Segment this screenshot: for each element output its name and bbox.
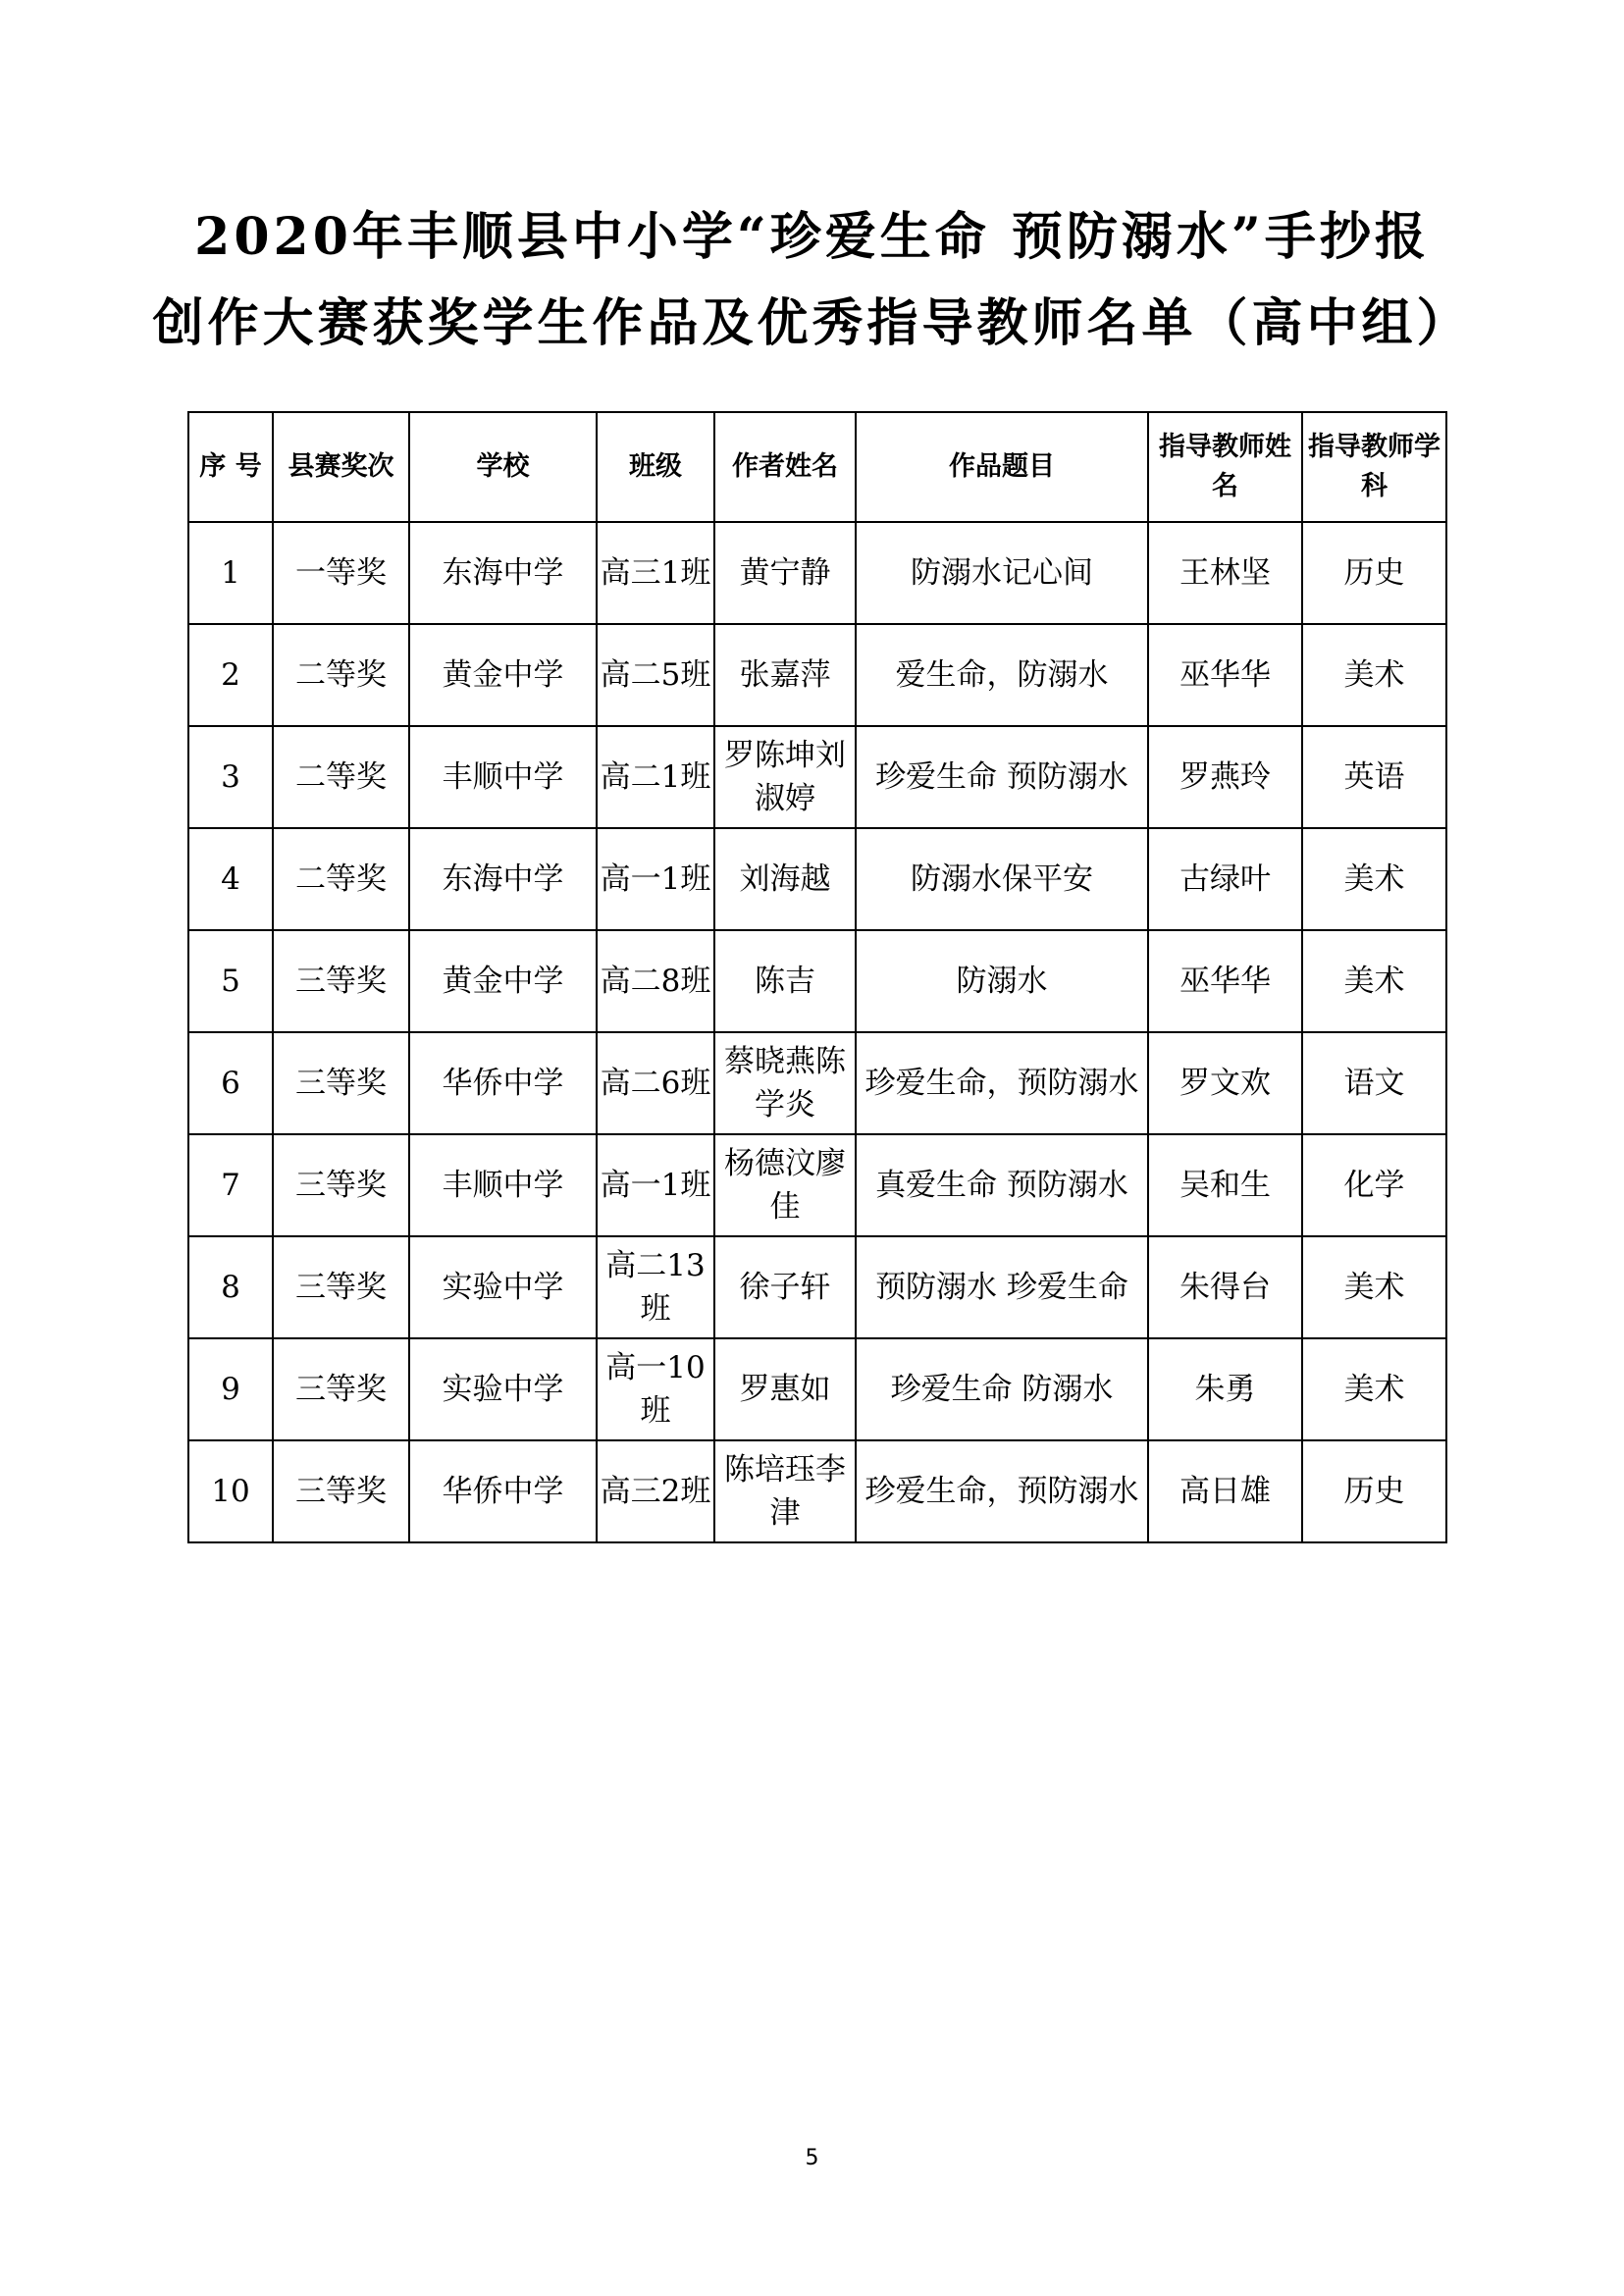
cell-school: 东海中学 bbox=[409, 522, 597, 624]
cell-author: 罗惠如 bbox=[714, 1338, 856, 1440]
cell-teacher: 朱勇 bbox=[1148, 1338, 1302, 1440]
cell-class: 高二5班 bbox=[597, 624, 714, 726]
cell-author: 蔡晓燕陈学炎 bbox=[714, 1032, 856, 1134]
cell-no: 6 bbox=[188, 1032, 273, 1134]
cell-work: 防溺水记心间 bbox=[856, 522, 1148, 624]
cell-teacher: 巫华华 bbox=[1148, 624, 1302, 726]
cell-subject: 美术 bbox=[1302, 1236, 1446, 1338]
cell-teacher: 王林坚 bbox=[1148, 522, 1302, 624]
cell-subject: 语文 bbox=[1302, 1032, 1446, 1134]
cell-author: 杨德汶廖佳 bbox=[714, 1134, 856, 1236]
cell-subject: 英语 bbox=[1302, 726, 1446, 828]
cell-class: 高一10班 bbox=[597, 1338, 714, 1440]
cell-author: 张嘉萍 bbox=[714, 624, 856, 726]
cell-class: 高一1班 bbox=[597, 828, 714, 930]
award-table bbox=[187, 411, 1447, 1543]
cell-work: 防溺水保平安 bbox=[856, 828, 1148, 930]
cell-award: 一等奖 bbox=[273, 522, 409, 624]
cell-school: 实验中学 bbox=[409, 1236, 597, 1338]
cell-school: 黄金中学 bbox=[409, 930, 597, 1032]
cell-class: 高三1班 bbox=[597, 522, 714, 624]
header-cell-class: 班级 bbox=[597, 412, 714, 522]
cell-subject: 美术 bbox=[1302, 1338, 1446, 1440]
cell-teacher: 朱得台 bbox=[1148, 1236, 1302, 1338]
cell-award: 三等奖 bbox=[273, 1236, 409, 1338]
table-row bbox=[188, 1440, 1446, 1542]
cell-subject: 美术 bbox=[1302, 930, 1446, 1032]
cell-school: 实验中学 bbox=[409, 1338, 597, 1440]
header-cell-work: 作品题目 bbox=[856, 412, 1148, 522]
table-row bbox=[188, 624, 1446, 726]
cell-work: 真爱生命 预防溺水 bbox=[856, 1134, 1148, 1236]
cell-award: 三等奖 bbox=[273, 1440, 409, 1542]
cell-school: 黄金中学 bbox=[409, 624, 597, 726]
document-title-line-2: 创作大赛获奖学生作品及优秀指导教师名单（高中组） bbox=[152, 293, 1472, 353]
table-row bbox=[188, 522, 1446, 624]
cell-school: 丰顺中学 bbox=[409, 726, 597, 828]
cell-author: 陈培珏李津 bbox=[714, 1440, 856, 1542]
cell-no: 5 bbox=[188, 930, 273, 1032]
table-row bbox=[188, 930, 1446, 1032]
cell-award: 二等奖 bbox=[273, 828, 409, 930]
cell-no: 7 bbox=[188, 1134, 273, 1236]
document-title-line-1: 2020年丰顺县中小学“珍爱生命 预防溺水”手抄报 bbox=[194, 207, 1430, 267]
header-cell-subject: 指导教师学科 bbox=[1302, 412, 1446, 522]
cell-class: 高二6班 bbox=[597, 1032, 714, 1134]
cell-teacher: 吴和生 bbox=[1148, 1134, 1302, 1236]
cell-class: 高二13班 bbox=[597, 1236, 714, 1338]
cell-teacher: 高日雄 bbox=[1148, 1440, 1302, 1542]
header-cell-teacher: 指导教师姓名 bbox=[1148, 412, 1302, 522]
cell-award: 三等奖 bbox=[273, 1134, 409, 1236]
cell-no: 8 bbox=[188, 1236, 273, 1338]
cell-subject: 美术 bbox=[1302, 624, 1446, 726]
cell-author: 黄宁静 bbox=[714, 522, 856, 624]
cell-class: 高二1班 bbox=[597, 726, 714, 828]
cell-author: 刘海越 bbox=[714, 828, 856, 930]
cell-subject: 美术 bbox=[1302, 828, 1446, 930]
cell-school: 华侨中学 bbox=[409, 1032, 597, 1134]
cell-no: 9 bbox=[188, 1338, 273, 1440]
cell-work: 珍爱生命，预防溺水 bbox=[856, 1440, 1148, 1542]
cell-school: 东海中学 bbox=[409, 828, 597, 930]
cell-award: 三等奖 bbox=[273, 930, 409, 1032]
table-row bbox=[188, 1338, 1446, 1440]
cell-teacher: 罗文欢 bbox=[1148, 1032, 1302, 1134]
cell-no: 3 bbox=[188, 726, 273, 828]
cell-award: 二等奖 bbox=[273, 624, 409, 726]
cell-work: 珍爱生命 防溺水 bbox=[856, 1338, 1148, 1440]
table-row bbox=[188, 1032, 1446, 1134]
cell-class: 高二8班 bbox=[597, 930, 714, 1032]
cell-work: 珍爱生命 预防溺水 bbox=[856, 726, 1148, 828]
cell-no: 10 bbox=[188, 1440, 273, 1542]
table-row bbox=[188, 1236, 1446, 1338]
header-cell-author: 作者姓名 bbox=[714, 412, 856, 522]
table-row bbox=[188, 1134, 1446, 1236]
cell-work: 珍爱生命，预防溺水 bbox=[856, 1032, 1148, 1134]
cell-author: 徐子轩 bbox=[714, 1236, 856, 1338]
cell-subject: 历史 bbox=[1302, 1440, 1446, 1542]
cell-no: 1 bbox=[188, 522, 273, 624]
header-cell-award: 县赛奖次 bbox=[273, 412, 409, 522]
cell-no: 2 bbox=[188, 624, 273, 726]
cell-work: 防溺水 bbox=[856, 930, 1148, 1032]
cell-work: 爱生命，防溺水 bbox=[856, 624, 1148, 726]
cell-no: 4 bbox=[188, 828, 273, 930]
table-header-row bbox=[188, 412, 1446, 522]
cell-teacher: 罗燕玲 bbox=[1148, 726, 1302, 828]
cell-award: 三等奖 bbox=[273, 1338, 409, 1440]
cell-school: 丰顺中学 bbox=[409, 1134, 597, 1236]
cell-teacher: 古绿叶 bbox=[1148, 828, 1302, 930]
cell-award: 二等奖 bbox=[273, 726, 409, 828]
cell-school: 华侨中学 bbox=[409, 1440, 597, 1542]
header-cell-school: 学校 bbox=[409, 412, 597, 522]
table-row bbox=[188, 726, 1446, 828]
cell-class: 高一1班 bbox=[597, 1134, 714, 1236]
cell-author: 罗陈坤刘淑婷 bbox=[714, 726, 856, 828]
cell-class: 高三2班 bbox=[597, 1440, 714, 1542]
header-cell-no: 序 号 bbox=[188, 412, 273, 522]
cell-subject: 化学 bbox=[1302, 1134, 1446, 1236]
table-row bbox=[188, 828, 1446, 930]
cell-author: 陈吉 bbox=[714, 930, 856, 1032]
cell-award: 三等奖 bbox=[273, 1032, 409, 1134]
cell-work: 预防溺水 珍爱生命 bbox=[856, 1236, 1148, 1338]
cell-subject: 历史 bbox=[1302, 522, 1446, 624]
page-number: 5 bbox=[805, 2146, 819, 2170]
cell-teacher: 巫华华 bbox=[1148, 930, 1302, 1032]
